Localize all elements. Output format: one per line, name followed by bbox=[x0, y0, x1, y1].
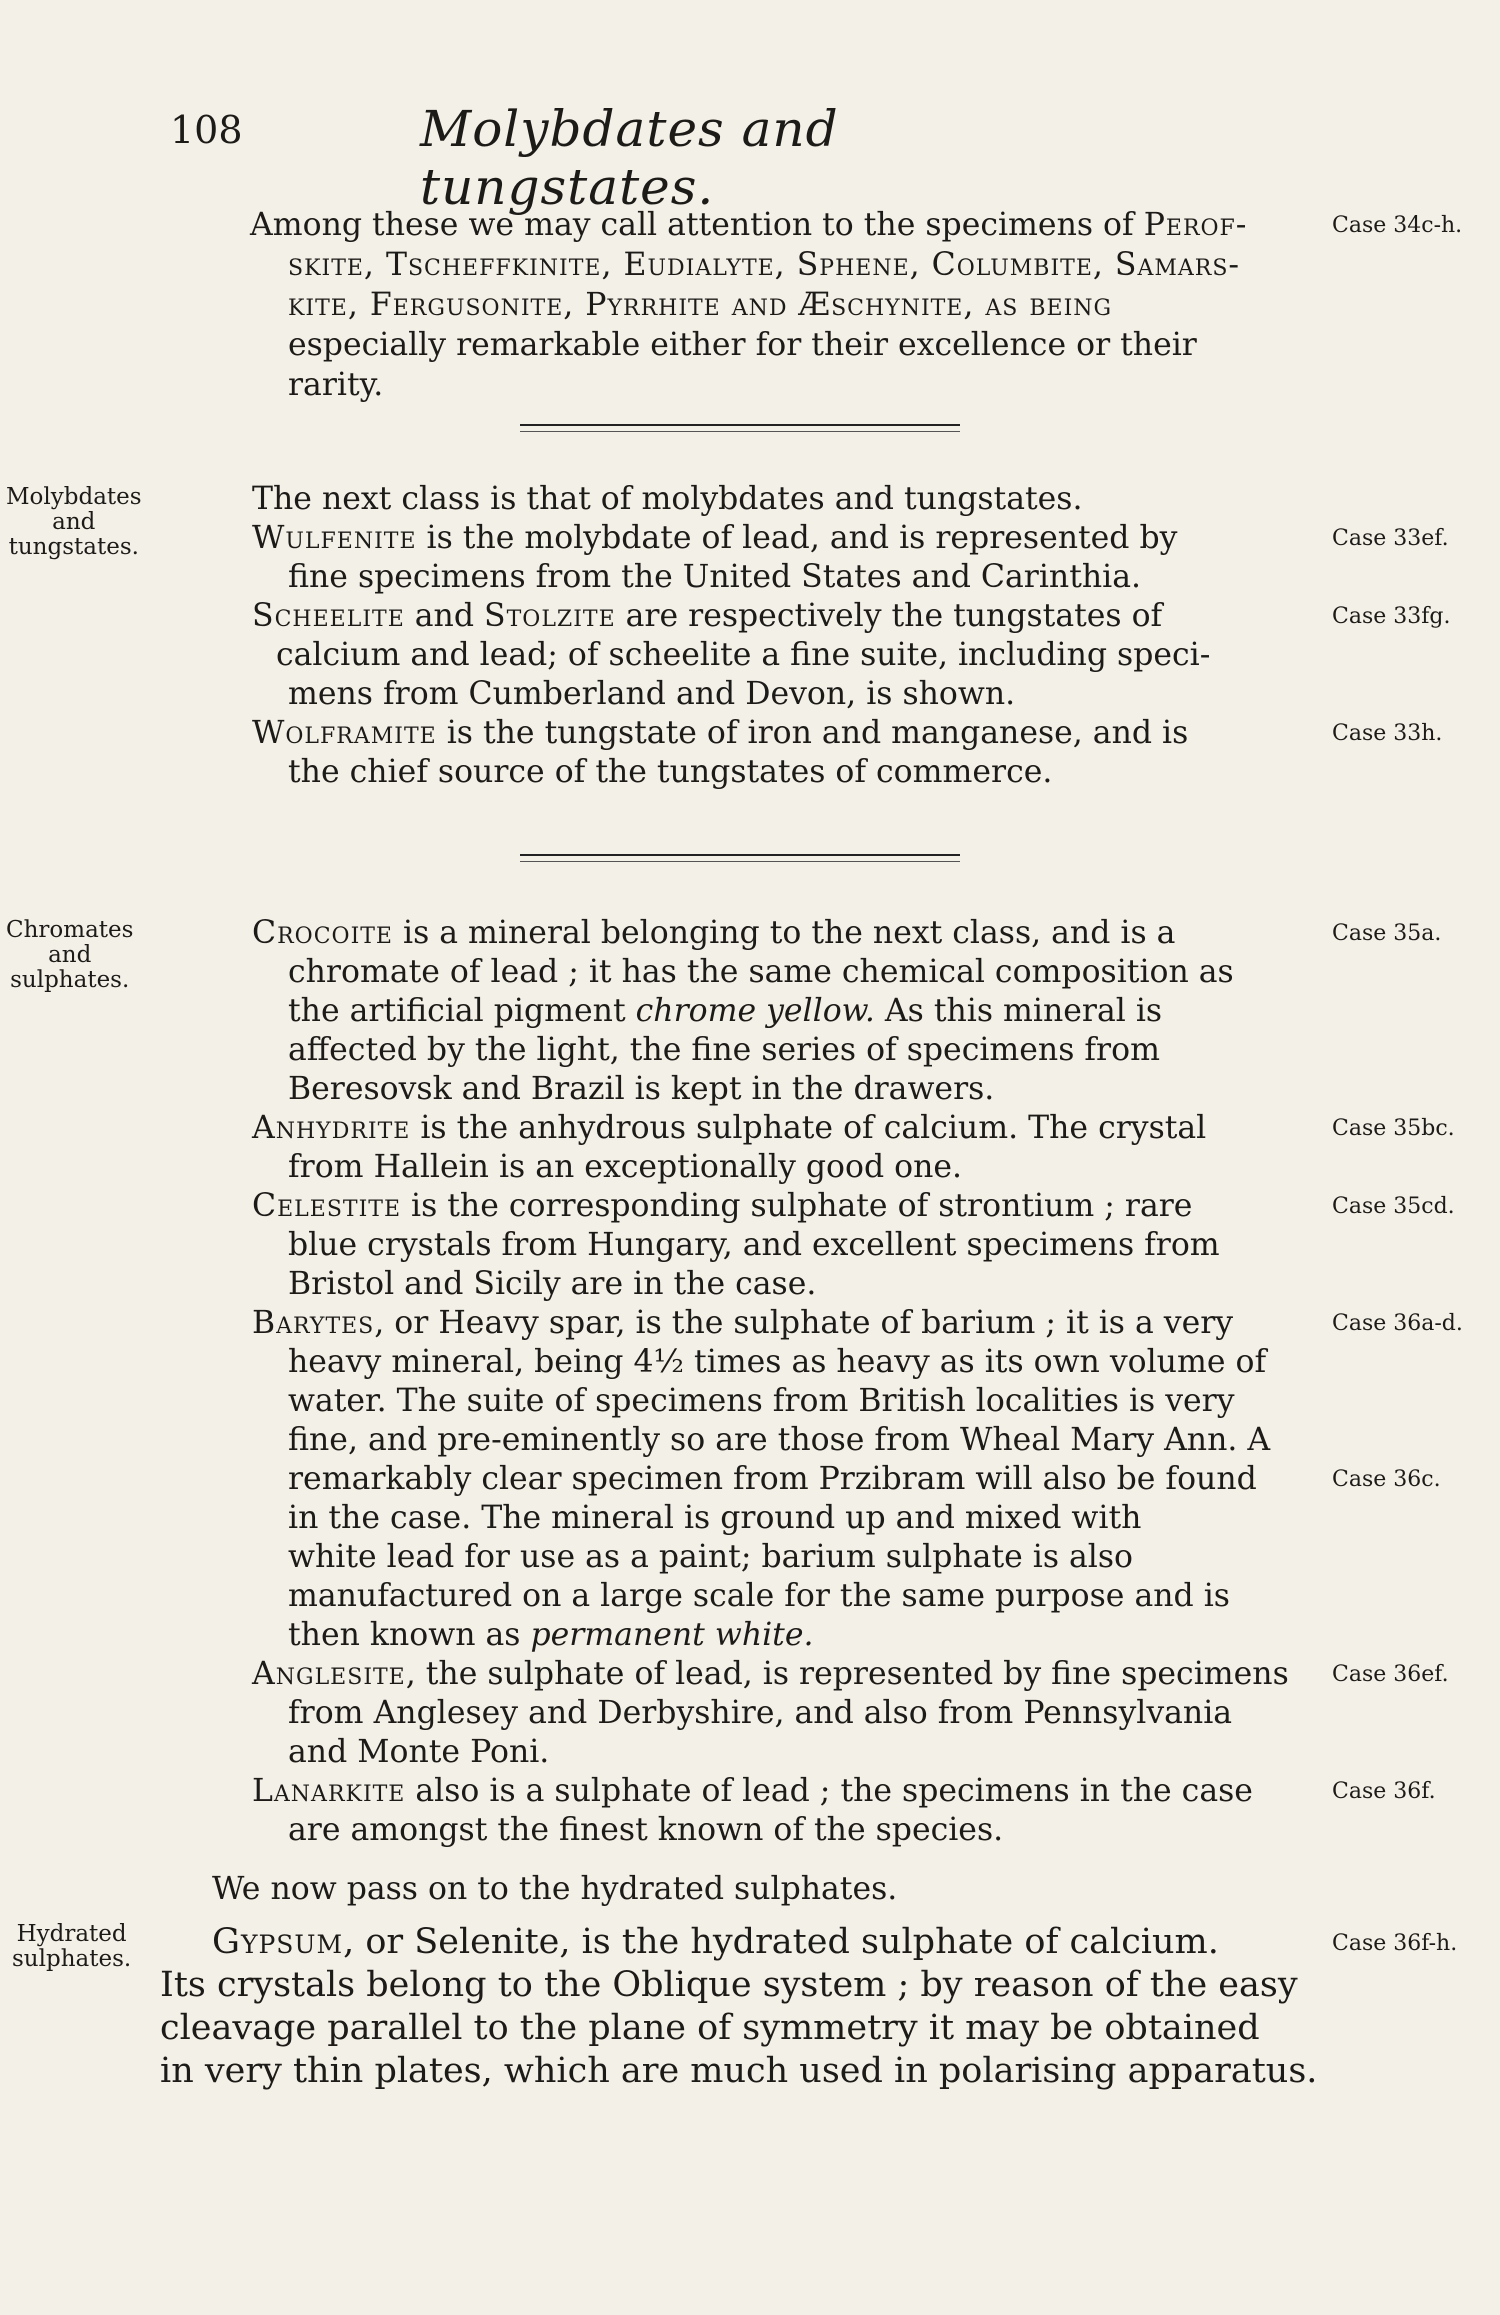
text-line: water. The suite of specimens from British localities is very bbox=[288, 1383, 1235, 1419]
text-line: are amongst the finest known of the species. bbox=[288, 1812, 1004, 1848]
text-line: in very thin plates, which are much used in polarising apparatus. bbox=[160, 2051, 1318, 2091]
text-line: white lead for use as a paint; barium sulphate is also bbox=[288, 1539, 1134, 1575]
text-line: the artificial pigment chrome yellow. As this mineral is bbox=[288, 993, 1163, 1029]
margin-note: Chromates and sulphates. bbox=[6, 917, 134, 993]
section-divider bbox=[520, 424, 960, 432]
text-line: and Monte Poni. bbox=[288, 1734, 550, 1770]
section-divider bbox=[520, 854, 960, 862]
text-line: kite, Fergusonite, Pyrrhite and Æschynite, as being bbox=[288, 287, 1113, 323]
text-line: rarity. bbox=[288, 367, 384, 403]
text-line: remarkably clear specimen from Przibram will also be found bbox=[288, 1461, 1257, 1497]
margin-note: Molybdates and tungstates. bbox=[6, 484, 142, 560]
text-line: from Hallein is an exceptionally good one. bbox=[288, 1149, 963, 1185]
page-title: Molybdates and tungstates. bbox=[420, 100, 839, 216]
page-header bbox=[170, 100, 1130, 216]
case-reference: Case 36f. bbox=[1332, 1779, 1436, 1804]
text-line: Bristol and Sicily are in the case. bbox=[288, 1266, 817, 1302]
text-line: fine specimens from the United States and Carinthia. bbox=[288, 559, 1142, 595]
text-line: skite, Tscheffkinite, Eudialyte, Sphene, Columbite, Samars- bbox=[288, 247, 1241, 283]
text-line: cleavage parallel to the plane of symmetry it may be obtained bbox=[160, 2008, 1260, 2048]
text-line: mens from Cumberland and Devon, is shown. bbox=[288, 676, 1016, 712]
text-line: in the case. The mineral is ground up and mixed with bbox=[288, 1500, 1142, 1536]
text-line: Its crystals belong to the Oblique system ; by reason of the easy bbox=[160, 1965, 1298, 2005]
text-line: especially remarkable either for their excellence or their bbox=[288, 327, 1197, 363]
text-line: heavy mineral, being 4½ times as heavy as its own volume of bbox=[288, 1344, 1267, 1380]
text-line: Beresovsk and Brazil is kept in the drawers. bbox=[288, 1071, 995, 1107]
text-line: We now pass on to the hydrated sulphates. bbox=[212, 1871, 898, 1907]
page-number: 108 bbox=[170, 108, 243, 152]
case-reference: Case 36ef. bbox=[1332, 1662, 1449, 1687]
entry-scheelite: Scheelite and Stolzite are respectively the tungstates of bbox=[252, 598, 1163, 634]
entry-anglesite: Anglesite, the sulphate of lead, is represented by fine specimens bbox=[252, 1656, 1289, 1692]
entry-barytes: Barytes, or Heavy spar, is the sulphate of barium ; it is a very bbox=[252, 1305, 1234, 1341]
margin-note: Hydrated sulphates. bbox=[12, 1921, 132, 1972]
entry-crocoite: Crocoite is a mineral belonging to the next class, and is a bbox=[252, 915, 1176, 951]
text-line: fine, and pre-eminently so are those from Wheal Mary Ann. A bbox=[288, 1422, 1271, 1458]
case-reference: Case 36c. bbox=[1332, 1467, 1441, 1492]
text-line: blue crystals from Hungary, and excellent specimens from bbox=[288, 1227, 1220, 1263]
case-reference: Case 36a-d. bbox=[1332, 1311, 1463, 1336]
text-line: Among these we may call attention to the specimens of Perof- bbox=[250, 207, 1248, 243]
text-line: then known as permanent white. bbox=[288, 1617, 814, 1653]
case-reference: Case 36f-h. bbox=[1332, 1931, 1458, 1956]
text-line: the chief source of the tungstates of commerce. bbox=[288, 754, 1053, 790]
text-line: manufactured on a large scale for the same purpose and is bbox=[288, 1578, 1230, 1614]
entry-celestite: Celestite is the corresponding sulphate of strontium ; rare bbox=[252, 1188, 1193, 1224]
case-reference: Case 35bc. bbox=[1332, 1116, 1455, 1141]
text-line: from Anglesey and Derbyshire, and also from Pennsylvania bbox=[288, 1695, 1233, 1731]
entry-gypsum: Gypsum, or Selenite, is the hydrated sulphate of calcium. bbox=[212, 1922, 1219, 1962]
entry-lanarkite: Lanarkite also is a sulphate of lead ; the specimens in the case bbox=[252, 1773, 1253, 1809]
case-reference: Case 33fg. bbox=[1332, 604, 1451, 629]
entry-wulfenite: Wulfenite is the molybdate of lead, and is represented by bbox=[252, 520, 1178, 556]
text-line: affected by the light, the fine series of specimens from bbox=[288, 1032, 1160, 1068]
case-reference: Case 35a. bbox=[1332, 921, 1442, 946]
text-line: The next class is that of molybdates and tungstates. bbox=[252, 481, 1083, 517]
case-reference: Case 35cd. bbox=[1332, 1194, 1455, 1219]
case-reference: Case 34c-h. bbox=[1332, 213, 1463, 238]
entry-wolframite: Wolframite is the tungstate of iron and manganese, and is bbox=[252, 715, 1189, 751]
case-reference: Case 33h. bbox=[1332, 721, 1443, 746]
text-line: calcium and lead; of scheelite a fine suite, including speci- bbox=[276, 637, 1211, 673]
case-reference: Case 33ef. bbox=[1332, 526, 1449, 551]
entry-anhydrite: Anhydrite is the anhydrous sulphate of calcium. The crystal bbox=[252, 1110, 1207, 1146]
text-line: chromate of lead ; it has the same chemical composition as bbox=[288, 954, 1234, 990]
